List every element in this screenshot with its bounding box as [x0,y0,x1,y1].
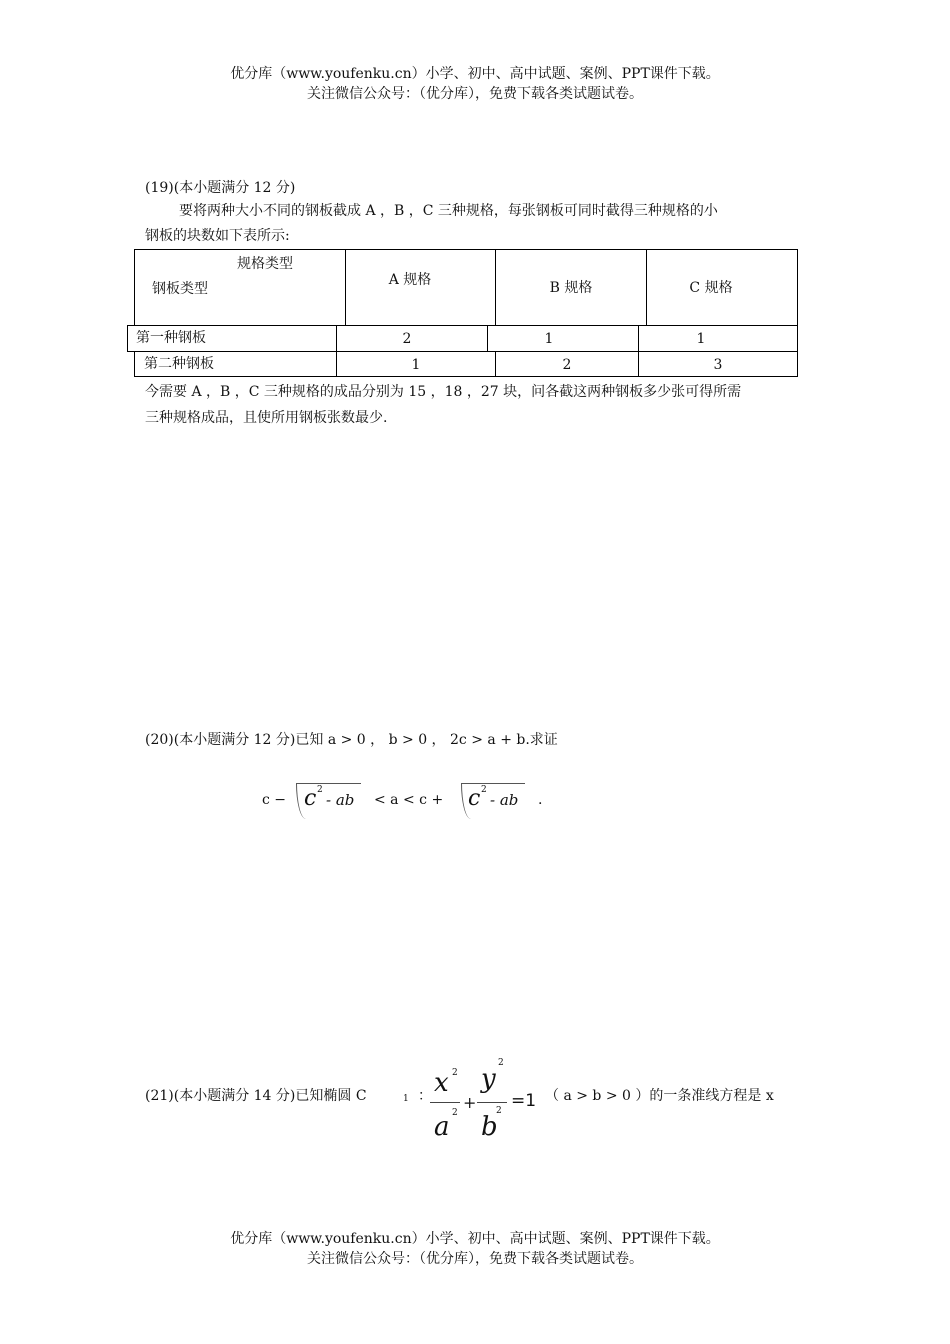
table-corner-top: 规格类型 [237,256,293,272]
radicand-2-c: c [468,786,481,811]
table-corner-bottom: 钢板类型 [152,281,208,297]
q19-ask-line-2: 三种规格成品，且使所用钢板张数最少. [145,410,388,426]
frac2-bar [477,1102,507,1103]
q21-title: (21)(本小题满分 14 分)已知椭圆 C [145,1088,367,1104]
row-1-label: 第一种钢板 [136,330,206,346]
radicand-2-exponent: 2 [481,785,487,795]
radicand-1-rest: - ab [326,791,355,809]
footer-line-1: 优分库（www.youfenku.cn）小学、初中、高中试题、案例、PPT课件下载。 [230,1231,720,1247]
q20-left-term: c − [262,792,287,808]
frac1-den-exponent: 2 [452,1108,458,1118]
column-a-label: A 规格 [388,272,432,288]
frac1-num-exponent: 2 [452,1068,458,1078]
radicand-2-rest: - ab [490,791,519,809]
header-line-2: 关注微信公众号：（优分库），免费下载各类试题试卷。 [307,86,643,102]
q21-colon: ： [418,1088,432,1104]
frac2-den-exponent: 2 [496,1106,502,1116]
ellipse-subscript: 1 [403,1094,409,1104]
q21-tail: （ a > b > 0 ）的一条准线方程是 x [545,1088,774,1104]
radicand-1-exponent: 2 [317,785,323,795]
row-1-b-value: 1 [544,331,554,347]
equals-one: =1 [511,1091,537,1111]
column-b-label: B 规格 [549,280,593,296]
column-c-label: C 规格 [689,280,733,296]
frac2-num-exponent: 2 [498,1058,504,1068]
footer-line-2: 关注微信公众号：（优分库），免费下载各类试题试卷。 [307,1251,643,1267]
row-2-c-value: 3 [713,357,723,373]
frac1-denominator: a [434,1112,450,1142]
row-2-b-value: 2 [562,357,572,373]
radical-bar-1 [296,783,361,784]
q19-intro-line-1: 要将两种大小不同的钢板截成 A ，B ，C 三种规格，每张钢板可同时截得三种规格的小 [179,203,718,219]
radical-bar-2 [461,783,525,784]
row-2-a-value: 1 [411,357,421,373]
frac2-denominator: b [481,1112,498,1142]
q19-ask-line-1: 今需要 A ，B ，C 三种规格的成品分别为 15 ，18 ，27 块，问各截这两种钢板多少张可得所需 [145,384,742,400]
plus-sign: + [463,1093,477,1112]
frac1-bar [430,1102,460,1103]
q19-intro-line-2: 钢板的块数如下表所示: [145,228,290,244]
q20-middle: < a < c + [374,792,444,808]
row-2-label: 第二种钢板 [144,356,214,372]
header-line-1: 优分库（www.youfenku.cn）小学、初中、高中试题、案例、PPT课件下载。 [230,66,720,82]
q20-title: (20)(本小题满分 12 分)已知 a > 0 ， b > 0 ， 2c > a + b.求证 [145,732,558,748]
q20-period: . [538,792,543,808]
row-1-c-value: 1 [696,331,706,347]
frac2-numerator: y [481,1064,496,1094]
row-1-a-value: 2 [402,331,412,347]
radicand-1-c: c [304,786,317,811]
frac1-numerator: x [434,1068,449,1098]
q19-title: (19)(本小题满分 12 分) [145,180,296,196]
